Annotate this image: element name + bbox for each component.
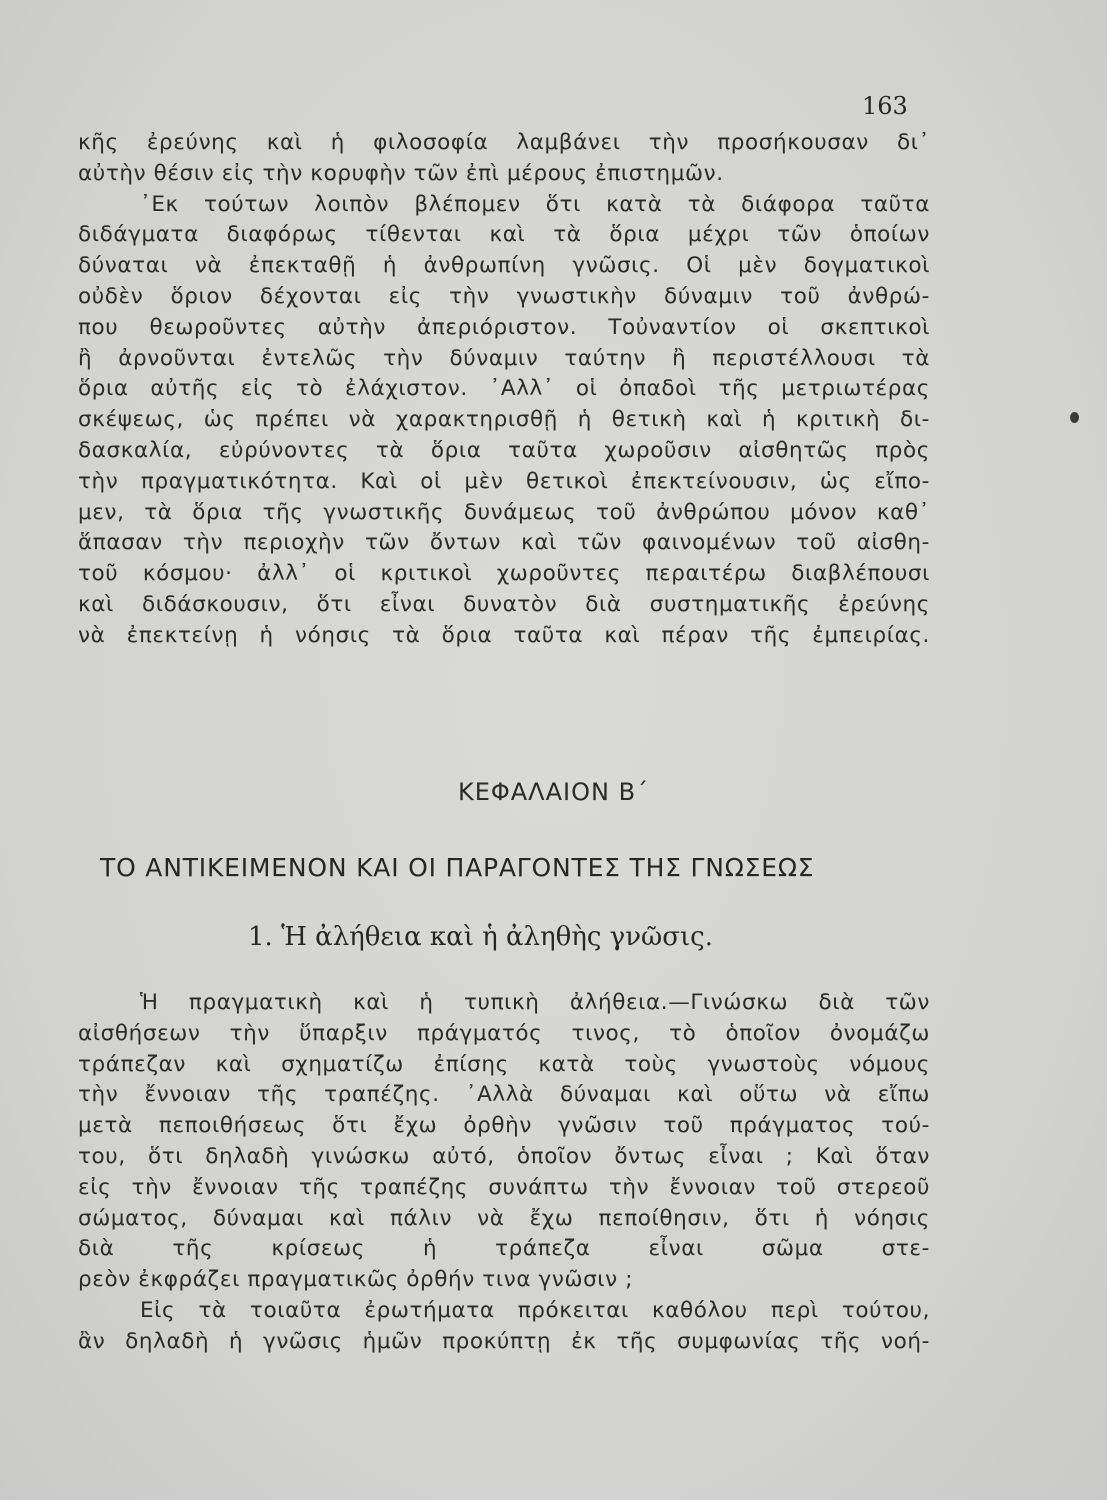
text-line: κῆς ἐρεύνης καὶ ἡ φιλοσοφία λαμβάνει τὴν προσήκουσαν δι᾽ xyxy=(78,130,930,155)
text-line: ἢ ἀρνοῦνται ἐντελῶς τὴν δύναμιν ταύτην ἢ περιστέλλουσι τὰ xyxy=(78,345,930,371)
text-line: νὰ ἐπεκτείνῃ ἡ νόησις τὰ ὅρια ταῦτα καὶ πέραν τῆς ἐμπειρίας. xyxy=(78,622,930,648)
text-line: τοῦ κόσμου· ἀλλ᾽ οἱ κριτικοὶ χωροῦντες περαιτέρω διαβλέπουσι xyxy=(78,561,930,587)
text-line: διὰ τῆς κρίσεως ἡ τράπεζα εἶναι σῶμα στε- xyxy=(78,1236,930,1262)
bottom-text-block xyxy=(78,988,930,1358)
text-line: ἂν δηλαδὴ ἡ γνῶσις ἡμῶν προκύπτῃ ἐκ τῆς συμφωνίας τῆς νοή- xyxy=(78,1328,930,1354)
text-line: σώματος, δύναμαι καὶ πάλιν νὰ ἔχω πεποίθησιν, ὅτι ἡ νόησις xyxy=(78,1205,930,1231)
text-line: αἰσθήσεων τὴν ὕπαρξιν πράγματός τινος, τὸ ὁποῖον ὀνομάζω xyxy=(78,1020,930,1046)
text-line: δύναται νὰ ἐπεκταθῇ ἡ ἀνθρωπίνη γνῶσις. Οἱ μὲν δογματικοὶ xyxy=(78,253,930,279)
text-line: οὐδὲν ὅριον δέχονται εἰς τὴν γνωστικὴν δύναμιν τοῦ ἀνθρώ- xyxy=(78,283,930,309)
text-line: που θεωροῦντες αὐτὴν ἀπεριόριστον. Τοὐναντίον οἱ σκεπτικοὶ xyxy=(78,314,930,340)
text-line: τὴν ἔννοιαν τῆς τραπέζης. ᾽Αλλὰ δύναμαι καὶ οὕτω νὰ εἴπω xyxy=(78,1082,930,1108)
text-line: εἰς τὴν ἔννοιαν τῆς τραπέζης συνάπτω τὴν ἔννοιαν τοῦ στερεοῦ xyxy=(78,1174,930,1200)
text-line: ἅπασαν τὴν περιοχὴν τῶν ὄντων καὶ τῶν φαινομένων τοῦ αἰσθη- xyxy=(78,530,930,556)
section-title: 1. Ἡ ἀλήθεια καὶ ἡ ἀληθὴς γνῶσις. xyxy=(248,922,713,952)
chapter-label: ΚΕΦΑΛΑΙΟΝ Β΄ xyxy=(457,778,650,806)
text-line: ρεὸν ἐκφράζει πραγματικῶς ὀρθήν τινα γνῶσιν ; xyxy=(78,1267,634,1293)
chapter-title: ΤΟ ΑΝΤΙΚΕΙΜΕΝΟΝ ΚΑΙ ΟΙ ΠΑΡΑΓΟΝΤΕΣ ΤΗΣ ΓΝΩΣΕΩΣ xyxy=(100,853,815,882)
text-line: αὐτὴν θέσιν εἰς τὴν κορυφὴν τῶν ἐπὶ μέρους ἐπιστημῶν. xyxy=(78,160,724,186)
text-line: Εἰς τὰ τοιαῦτα ἐρωτήματα πρόκειται καθόλου περὶ τούτου, xyxy=(140,1297,930,1323)
text-line: μεν, τὰ ὅρια τῆς γνωστικῆς δυνάμεως τοῦ ἀνθρώπου μόνον καθ᾽ xyxy=(78,499,930,525)
text-line: ᾽Εκ τούτων λοιπὸν βλέπομεν ὅτι κατὰ τὰ διάφορα ταῦτα xyxy=(140,191,930,217)
text-line: Ἡ πραγματικὴ καὶ ἡ τυπικὴ ἀλήθεια.—Γινώσκω διὰ τῶν xyxy=(140,990,930,1015)
text-line: του, ὅτι δηλαδὴ γινώσκω αὐτό, ὁποῖον ὄντως εἶναι ; Καὶ ὅταν xyxy=(78,1143,930,1169)
text-line: διδάγματα διαφόρως τίθενται καὶ τὰ ὅρια μέχρι τῶν ὁποίων xyxy=(78,222,930,248)
text-line: μετὰ πεποιθήσεως ὅτι ἔχω ὀρθὴν γνῶσιν τοῦ πράγματος τού- xyxy=(78,1113,930,1139)
margin-mark xyxy=(1070,412,1079,423)
text-line: τὴν πραγματικότητα. Καὶ οἱ μὲν θετικοὶ ἐπεκτείνουσιν, ὡς εἴπο- xyxy=(78,468,930,494)
text-line: τράπεζαν καὶ σχηματίζω ἐπίσης κατὰ τοὺς γνωστοὺς νόμους xyxy=(78,1051,930,1077)
text-line: σκέψεως, ὡς πρέπει νὰ χαρακτηρισθῇ ἡ θετικὴ καὶ ἡ κριτικὴ δι- xyxy=(78,407,930,433)
top-text-block xyxy=(78,128,930,652)
text-line: ὅρια αὐτῆς εἰς τὸ ἐλάχιστον. ᾽Αλλ᾽ οἱ ὀπαδοὶ τῆς μετριωτέρας xyxy=(78,376,930,402)
text-line: δασκαλία, εὐρύνοντες τὰ ὅρια ταῦτα χωροῦσιν αἰσθητῶς πρὸς xyxy=(78,437,930,463)
text-line: καὶ διδάσκουσιν, ὅτι εἶναι δυνατὸν διὰ συστηματικῆς ἐρεύνης xyxy=(78,591,930,617)
page-number: 163 xyxy=(862,92,908,120)
